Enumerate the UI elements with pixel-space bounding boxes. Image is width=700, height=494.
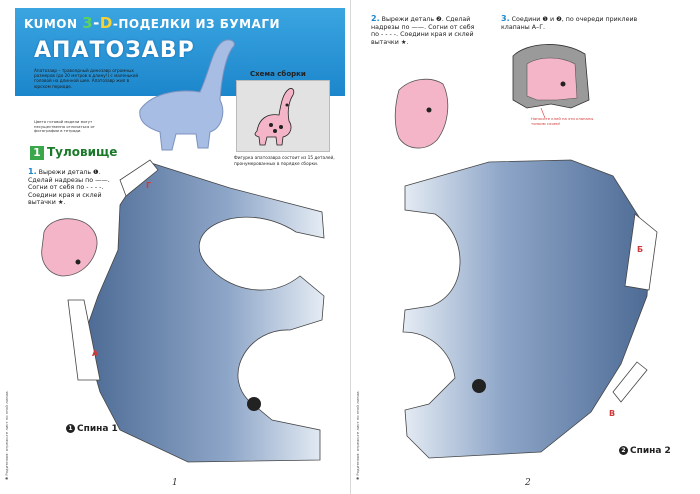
- page-number: 2: [525, 478, 531, 488]
- step-number: 1.: [28, 167, 37, 176]
- piece-label-text: Спина 2: [630, 446, 671, 456]
- marker-b: Б: [637, 245, 644, 254]
- brand-name: KUMON: [24, 17, 78, 31]
- series-title: -ПОДЕЛКИ ИЗ БУМАГИ: [112, 17, 281, 31]
- step-text: Вырежи деталь ❷. Сделай надрезы по ——. Согни от себя по - - - -. Соедини края и склей вытачки ★.: [371, 16, 475, 46]
- brand-3: 3: [82, 14, 94, 32]
- piece-label-2: [619, 446, 671, 456]
- scheme-caption: Фигурка апатозавра состоит из 15 деталей, пронумерованных в порядке сборки.: [234, 156, 335, 167]
- page-title: АПАТОЗАВР: [34, 38, 195, 63]
- piece-number-marker: [472, 379, 486, 393]
- section-number: 1: [30, 146, 44, 160]
- marker-a: А: [92, 349, 99, 358]
- section-title: Туловище: [47, 145, 118, 159]
- scheme-title: Схема сборки: [250, 70, 306, 78]
- cut-instruction: ✱ Родителям: отрежьте лист по этой линии.: [4, 390, 9, 480]
- cutout-piece-spina-2: [351, 0, 700, 494]
- step-text: Соедини ❶ и ❷, по очереди приклеив клапаны А–Г.: [501, 16, 638, 31]
- brand-3d-logo: 3-D: [82, 14, 113, 32]
- step-number: 2.: [371, 14, 380, 23]
- cut-instruction: ✱ Родителям: отрежьте лист по этой линии.: [355, 390, 360, 480]
- glue-note: Наносите клей на эти клапаны тонким слоем!: [531, 116, 594, 126]
- step-number: 3.: [501, 14, 510, 23]
- piece-number-marker: [247, 397, 261, 411]
- right-page: [351, 0, 700, 494]
- brand-d: D: [99, 14, 113, 32]
- page-number: 1: [172, 478, 178, 488]
- marker-g: Г: [146, 181, 152, 190]
- step-text: Вырежи деталь ❶. Сделай надрезы по ——. Согни от себя по - - - -. Соедини края и склей вытачки ★.: [28, 169, 110, 207]
- photo-caption: Цвета готовой модели могут несущественно отличаться от фотографии в тетради.: [34, 119, 95, 134]
- marker-v: В: [609, 409, 616, 418]
- piece-label-1: [66, 424, 118, 434]
- intro-text: Апатозавр – травоядный динозавр огромных размеров (до 20 метров в длину!) с маленькой головой на длинной шее. Апатозавр жил в юрском периоде.: [34, 68, 139, 89]
- piece-label-text: Спина 1: [77, 424, 118, 434]
- piece-number-badge: 1: [66, 424, 75, 433]
- piece-number-badge: 2: [619, 446, 628, 455]
